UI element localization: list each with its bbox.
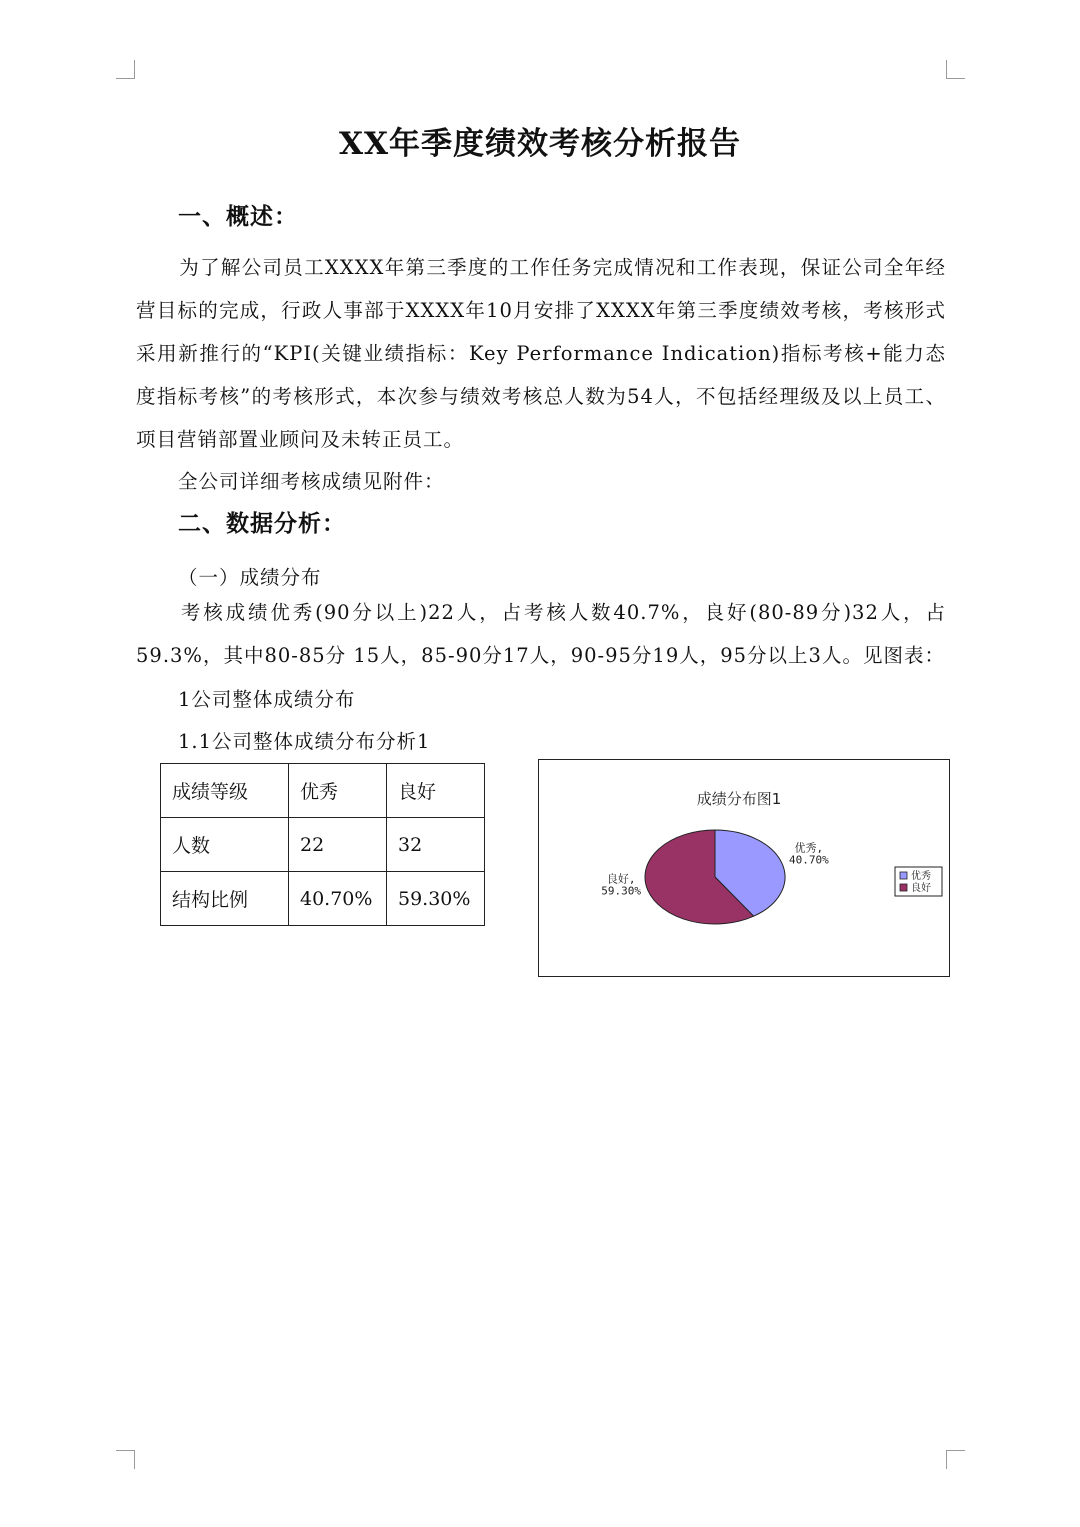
score-distribution-subheading: （一）成绩分布	[178, 566, 322, 589]
table-cell: 59.30%	[387, 872, 485, 926]
pie-chart	[539, 760, 949, 976]
item-1-heading: 1公司整体成绩分布	[178, 688, 356, 711]
overview-paragraph	[136, 246, 946, 461]
section-overview-heading: 一、概述：	[178, 203, 298, 230]
table-cell: 人数	[161, 818, 289, 872]
table-row	[161, 872, 485, 926]
item-1-1-heading: 1.1公司整体成绩分布分析1	[178, 730, 431, 753]
overview-text: 为了解公司员工XXXX年第三季度的工作任务完成情况和工作表现，保证公司全年经营目标的完成，行政人事部于XXXX年10月安排了XXXX年第三季度绩效考核，考核形式采用新推行的“KPI(关键业绩指标：Key Performance Indication)指标考核+能力态度指标考核”的考核形式，本次参与绩效考核总人数为54人，不包括经理级及以上员工、项目营销部置业顾问及未转正员工。	[136, 256, 946, 451]
legend-label: 优秀	[911, 871, 931, 882]
table-cell: 优秀	[289, 764, 387, 818]
crop-mark-top-right	[946, 60, 965, 79]
pie-data-label: 优秀, 40.70%	[788, 841, 829, 867]
chart-title: 成绩分布图1	[696, 790, 782, 808]
table-cell: 成绩等级	[161, 764, 289, 818]
legend-swatch	[900, 884, 907, 891]
table-cell: 良好	[387, 764, 485, 818]
crop-mark-bottom-left	[116, 1450, 135, 1469]
crop-mark-bottom-right	[946, 1450, 965, 1469]
score-table	[160, 763, 485, 926]
section-analysis-heading: 二、数据分析：	[178, 510, 346, 537]
pie-data-label: 良好, 59.30%	[601, 872, 642, 898]
legend-swatch	[900, 872, 907, 879]
legend-label: 良好	[911, 883, 931, 894]
crop-mark-top-left	[116, 60, 135, 79]
table-cell: 40.70%	[289, 872, 387, 926]
pie-chart-frame	[538, 759, 950, 977]
table-cell: 32	[387, 818, 485, 872]
table-row	[161, 764, 485, 818]
page-title: XX年季度绩效考核分析报告	[338, 126, 742, 162]
attachment-note: 全公司详细考核成绩见附件：	[178, 470, 445, 493]
table-cell: 22	[289, 818, 387, 872]
table-row	[161, 818, 485, 872]
distribution-text: 考核成绩优秀(90分以上)22人，占考核人数40.7%，良好(80-89分)32人，占59.3%，其中80-85分 15人，85-90分17人，90-95分19人，95分以上3人。见图表：	[136, 601, 946, 667]
distribution-paragraph	[136, 591, 946, 677]
table-cell: 结构比例	[161, 872, 289, 926]
